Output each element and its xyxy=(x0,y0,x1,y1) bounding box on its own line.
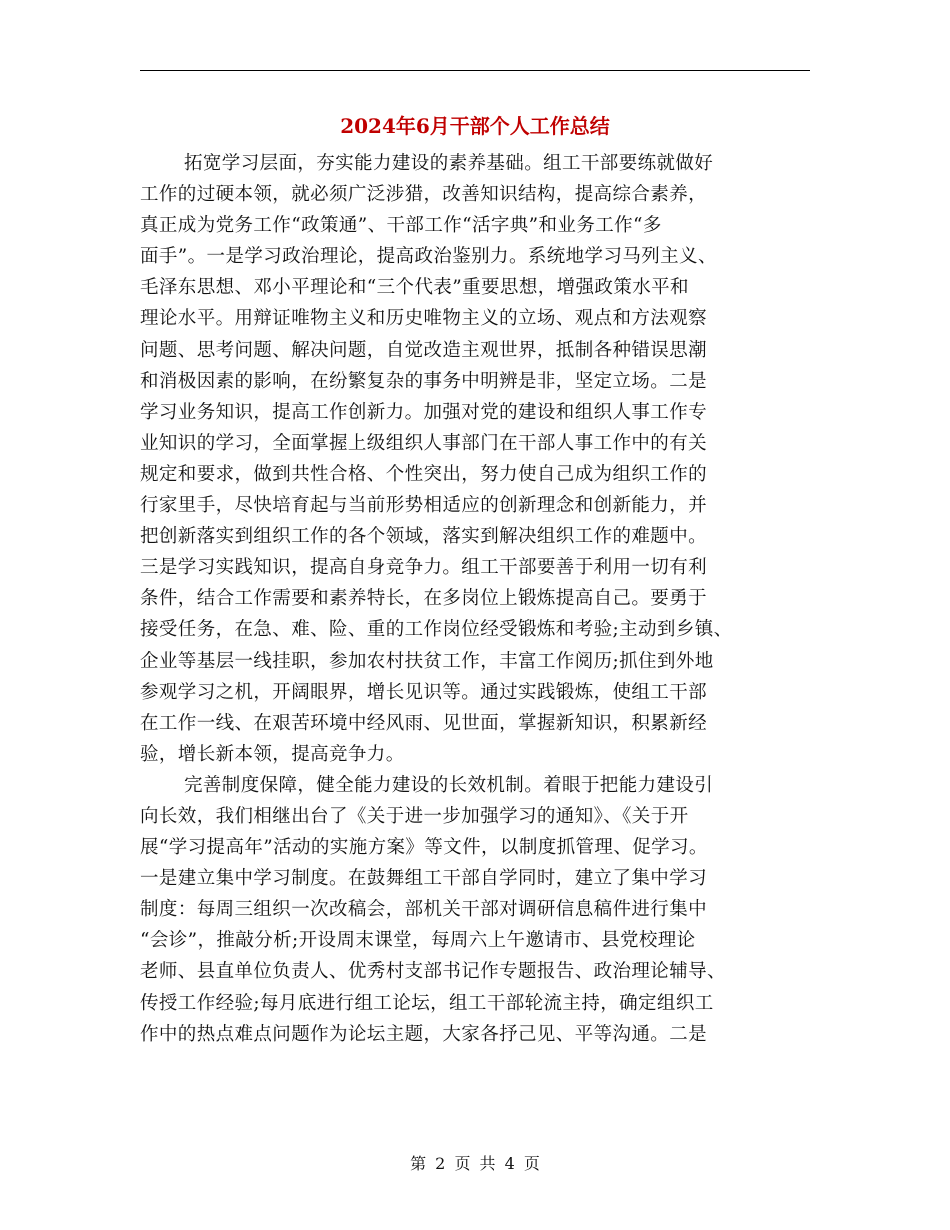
text-line: 在工作一线、在艰苦环境中经风雨、见世面，掌握新知识，积累新经 xyxy=(140,712,708,734)
text-line: 拓宽学习层面，夯实能力建设的素养基础。组工干部要练就做好 xyxy=(184,153,714,174)
text-line: 真正成为党务工作“政策通”、干部工作“活字典”和业务工作“多 xyxy=(140,215,662,237)
text-line: 和消极因素的影响，在纷繁复杂的事务中明辨是非，坚定立场。二是 xyxy=(140,370,708,392)
text-line: 问题、思考问题、解决问题，自觉改造主观世界，抵制各种错误思潮 xyxy=(140,339,708,361)
text-line: 学习业务知识，提高工作创新力。加强对党的建设和组织人事工作专 xyxy=(140,401,708,423)
text-line: 验，增长新本领，提高竞争力。 xyxy=(140,743,405,765)
text-line: 把创新落实到组织工作的各个领域，落实到解决组织工作的难题中。 xyxy=(140,526,708,548)
text-line: 老师、县直单位负责人、优秀村支部书记作专题报告、政治理论辅导、 xyxy=(140,961,726,983)
text-line: 毛泽东思想、邓小平理论和“三个代表”重要思想，增强政策水平和 xyxy=(140,277,689,299)
text-line: 面手”。一是学习政治理论，提高政治鉴别力。系统地学习马列主义、 xyxy=(140,246,717,268)
page-number: 第 2 页 共 4 页 xyxy=(410,1154,540,1173)
text-line: 参观学习之机，开阔眼界，增长见识等。通过实践锻炼，使组工干部 xyxy=(140,681,708,703)
text-line: 理论水平。用辩证唯物主义和历史唯物主义的立场、观点和方法观察 xyxy=(140,308,708,330)
text-line: 一是建立集中学习制度。在鼓舞组工干部自学同时，建立了集中学习 xyxy=(140,868,708,890)
text-line: 条件，结合工作需要和素养特长，在多岗位上锻炼提高自己。要勇于 xyxy=(140,588,708,610)
text-line: 规定和要求，做到共性合格、个性突出，努力使自己成为组织工作的 xyxy=(140,463,708,485)
text-line: 工作的过硬本领，就必须广泛涉猎，改善知识结构，提高综合素养， xyxy=(140,184,708,206)
text-line: 展“学习提高年”活动的实施方案》等文件，以制度抓管理、促学习。 xyxy=(140,837,708,859)
document-body xyxy=(140,148,810,1050)
text-line: 作中的热点难点问题作为论坛主题，大家各抒己见、平等沟通。二是 xyxy=(140,1023,708,1045)
text-line: 业知识的学习，全面掌握上级组织人事部门在干部人事工作中的有关 xyxy=(140,432,708,454)
text-line: 三是学习实践知识，提高自身竞争力。组工干部要善于利用一切有利 xyxy=(140,557,708,579)
text-line: 传授工作经验;每月底进行组工论坛，组工干部轮流主持，确定组织工 xyxy=(140,992,714,1014)
text-line: 完善制度保障，健全能力建设的长效机制。着眼于把能力建设引 xyxy=(184,774,714,796)
paragraph xyxy=(140,148,810,770)
text-line: 制度：每周三组织一次改稿会，部机关干部对调研信息稿件进行集中 xyxy=(140,899,708,921)
text-line: 企业等基层一线挂职，参加农村扶贫工作，丰富工作阅历;抓住到外地 xyxy=(140,650,714,672)
text-line: 向长效，我们相继出台了《关于进一步加强学习的通知》、《关于开 xyxy=(140,805,689,827)
document-title: 2024年6月干部个人工作总结 xyxy=(340,114,610,138)
header-rule xyxy=(140,70,810,71)
paragraph xyxy=(140,770,810,1050)
text-line: 行家里手，尽快培育起与当前形势相适应的创新理念和创新能力，并 xyxy=(140,495,708,517)
text-line: “会诊”，推敲分析;开设周末课堂，每周六上午邀请市、县党校理论 xyxy=(140,930,696,952)
text-line: 接受任务，在急、难、险、重的工作岗位经受锻炼和考验;主动到乡镇、 xyxy=(140,619,733,641)
